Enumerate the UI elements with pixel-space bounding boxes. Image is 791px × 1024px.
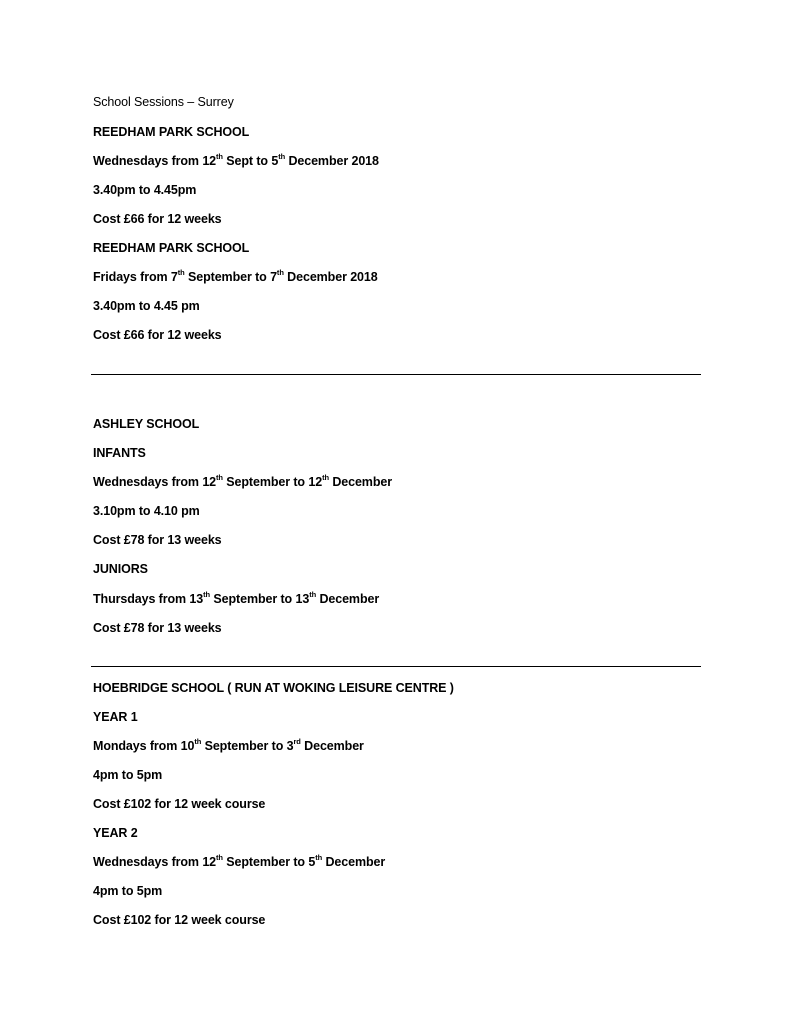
session-cost: Cost £78 for 13 weeks [93,533,222,547]
session-time: 3.40pm to 4.45pm [93,183,197,197]
session-dates: Wednesdays from 12th September to 5th December [93,852,386,869]
school-heading: REEDHAM PARK SCHOOL [93,241,250,255]
school-heading: HOEBRIDGE SCHOOL ( RUN AT WOKING LEISURE CENTRE ) [93,681,454,695]
session-cost: Cost £78 for 13 weeks [93,621,222,635]
group-heading: INFANTS [93,446,146,460]
session-dates: Mondays from 10th September to 3rd December [93,736,364,753]
group-heading: JUNIORS [93,562,148,576]
session-dates: Fridays from 7th September to 7th December 2018 [93,267,378,284]
section-divider [91,666,701,667]
school-heading: REEDHAM PARK SCHOOL [93,125,250,139]
school-heading: ASHLEY SCHOOL [93,417,200,431]
document-title: School Sessions – Surrey [93,95,234,109]
session-time: 4pm to 5pm [93,884,163,898]
session-dates: Thursdays from 13th September to 13th December [93,589,380,606]
session-cost: Cost £66 for 12 weeks [93,212,222,226]
session-time: 3.10pm to 4.10 pm [93,504,200,518]
session-cost: Cost £102 for 12 week course [93,913,266,927]
group-heading: YEAR 1 [93,710,138,724]
session-cost: Cost £66 for 12 weeks [93,328,222,342]
session-time: 3.40pm to 4.45 pm [93,299,200,313]
session-dates: Wednesdays from 12th Sept to 5th December 2018 [93,151,379,168]
session-cost: Cost £102 for 12 week course [93,797,266,811]
session-time: 4pm to 5pm [93,768,163,782]
session-dates: Wednesdays from 12th September to 12th December [93,472,392,489]
section-divider [91,374,701,375]
group-heading: YEAR 2 [93,826,138,840]
